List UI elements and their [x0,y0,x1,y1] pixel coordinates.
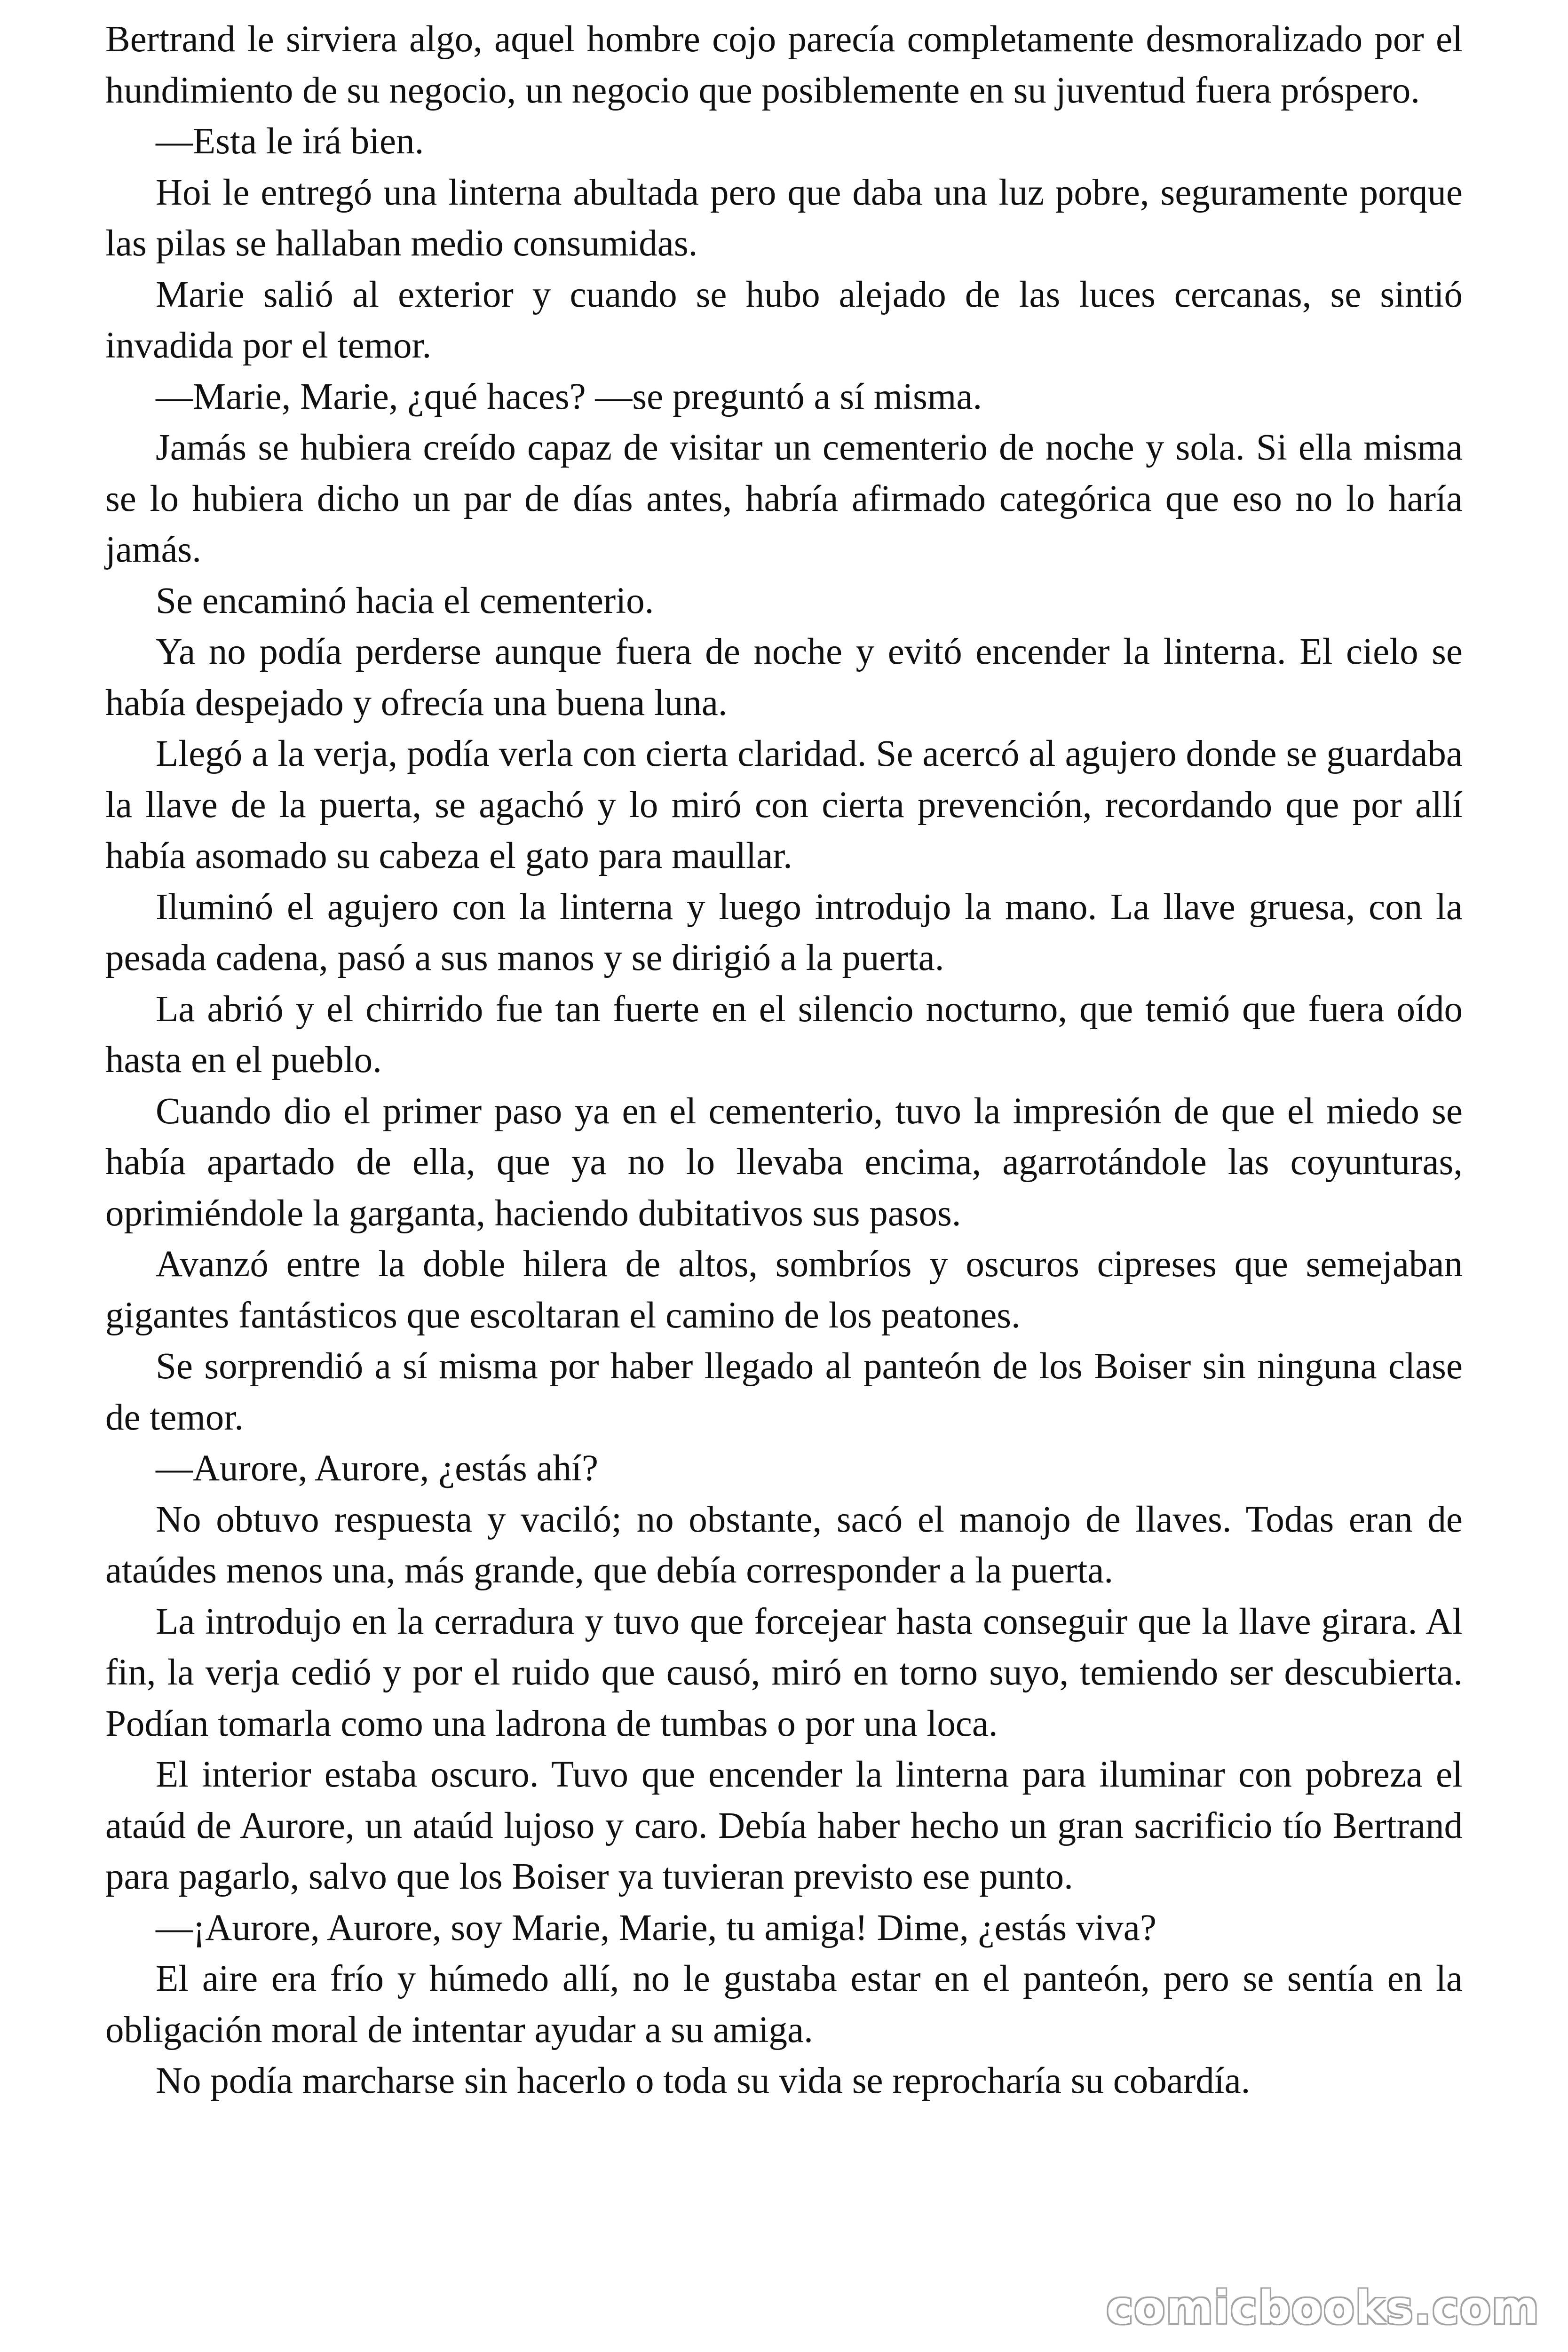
paragraph-21: No podía marcharse sin hacerlo o toda su vida se reprocharía su cobardía. [156,2060,1251,2101]
paragraph-3: Hoi le entregó una linterna abultada pero que daba una luz pobre, seguramente porque las pilas se hallaban medio consumidas. [105,172,1463,264]
paragraph-10: Iluminó el agujero con la linterna y luego introdujo la mano. La llave gruesa, con la pesada cadena, pasó a sus manos y se dirigió a la puerta. [105,886,1463,978]
paragraph-15: —Aurore, Aurore, ¿estás ahí? [156,1448,599,1489]
paragraph-2: —Esta le irá bien. [156,121,424,162]
paragraph-7: Se encaminó hacia el cementerio. [156,580,654,621]
paragraph-17: La introdujo en la cerradura y tuvo que forcejear hasta conseguir que la llave girara. Al fin, la verja cedió y por el ruido que causó, miró en torno suyo, temiendo ser descubierta. Podían tomarla como una ladrona de tumbas o por una loca. [105,1601,1463,1744]
paragraph-11: La abrió y el chirrido fue tan fuerte en el silencio nocturno, que temió que fuera oído hasta en el pueblo. [105,988,1463,1081]
paragraph-8: Ya no podía perderse aunque fuera de noche y evitó encender la linterna. El cielo se había despejado y ofrecía una buena luna. [105,631,1463,723]
paragraph-13: Avanzó entre la doble hilera de altos, sombríos y oscuros cipreses que semejaban gigantes fantásticos que escoltaran el camino de los peatones. [105,1244,1463,1336]
paragraph-16: No obtuvo respuesta y vaciló; no obstante, sacó el manojo de llaves. Todas eran de ataúdes menos una, más grande, que debía corresponder a la puerta. [105,1499,1463,1591]
paragraph-4: Marie salió al exterior y cuando se hubo alejado de las luces cercanas, se sintió invadida por el temor. [105,274,1463,366]
paragraph-6: Jamás se hubiera creído capaz de visitar un cementerio de noche y sola. Si ella misma se lo hubiera dicho un par de días antes, habría afirmado categórica que eso no lo haría jamás. [105,427,1463,570]
paragraph-14: Se sorprendió a sí misma por haber llegado al panteón de los Boiser sin ninguna clase de temor. [105,1346,1463,1438]
paragraph-18: El interior estaba oscuro. Tuvo que encender la linterna para iluminar con pobreza el ataúd de Aurore, un ataúd lujoso y caro. Debía haber hecho un gran sacrificio tío Bertrand para pagarlo, salvo que los Boiser ya tuvieran previsto ese punto. [105,1754,1463,1897]
paragraph-1: Bertrand le sirviera algo, aquel hombre cojo parecía completamente desmoralizado por el hundimiento de su negocio, un negocio que posiblemente en su juventud fuera próspero. [105,19,1463,111]
paragraph-12: Cuando dio el primer paso ya en el cementerio, tuvo la impresión de que el miedo se había apartado de ella, que ya no lo llevaba encima, agarrotándole las coyunturas, oprimiéndole la garganta, haciendo dubitativos sus pasos. [105,1090,1463,1234]
paragraph-9: Llegó a la verja, podía verla con cierta claridad. Se acercó al agujero donde se guardaba la llave de la puerta, se agachó y lo miró con cierta prevención, recordando que por allí había asomado su cabeza el gato para maullar. [105,733,1463,876]
body-text [105,14,1463,2107]
watermark-logo: comicbooks.com [1106,2281,1540,2334]
paragraph-19: —¡Aurore, Aurore, soy Marie, Marie, tu amiga! Dime, ¿estás viva? [156,1907,1156,1948]
paragraph-20: El aire era frío y húmedo allí, no le gustaba estar en el panteón, pero se sentía en la obligación moral de intentar ayudar a su amiga. [105,1958,1463,2050]
paragraph-5: —Marie, Marie, ¿qué haces? —se preguntó a sí misma. [156,376,982,417]
